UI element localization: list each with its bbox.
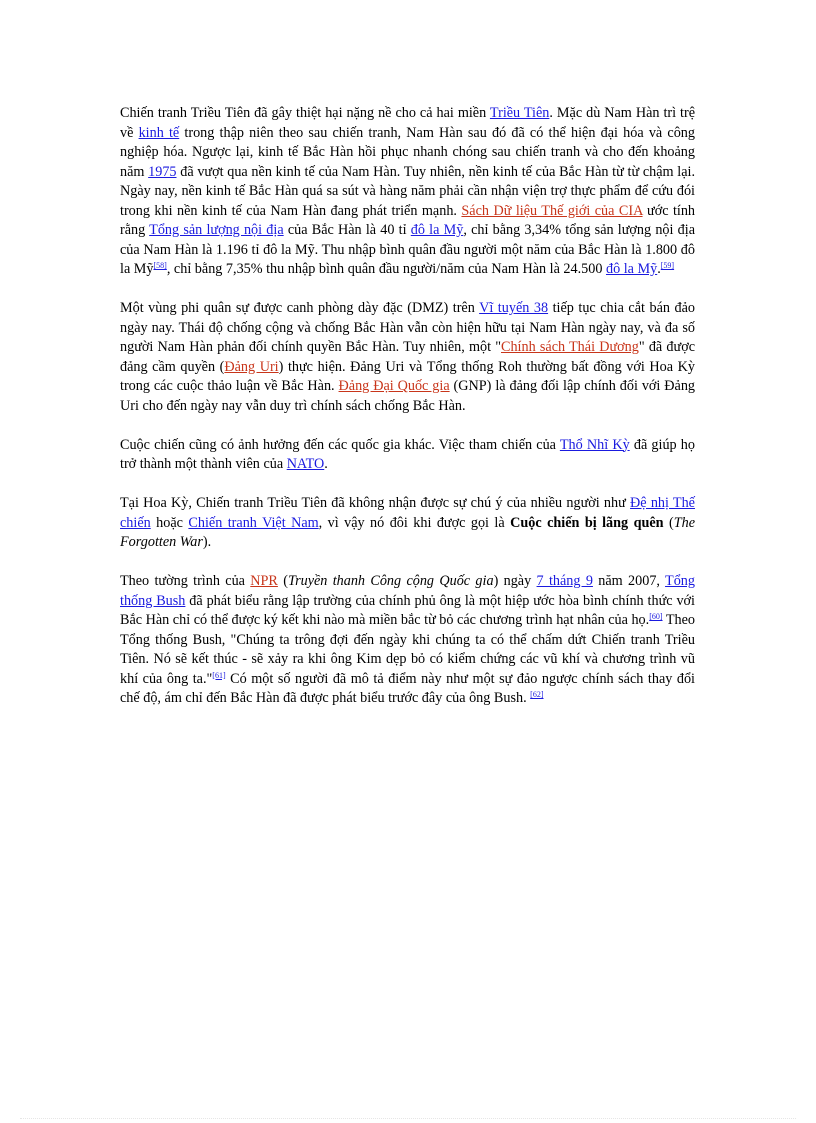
text-run: , vì vậy nó đôi khi được gọi là	[318, 514, 511, 531]
text-run: ước tính rằng	[120, 202, 696, 238]
text-run: .	[657, 261, 661, 277]
text-run: " đã được đảng cầm quyền (	[120, 339, 695, 375]
text-run: hoặc	[150, 514, 189, 531]
link-do-la-my[interactable]: đô la Mỹ	[410, 222, 464, 238]
link-de-nhi-the-chien[interactable]: Đệ nhị Thế chiến	[120, 495, 695, 531]
link-dang-uri[interactable]: Đảng Uri	[224, 358, 279, 375]
link-trieu-tien[interactable]: Triều Tiên	[489, 105, 550, 121]
text-run: ) thực hiện. Đảng Uri và Tổng thống Roh thường bất đồng với Hoa Kỳ trong các cuộc thảo luận về Bắc Hàn.	[120, 358, 695, 394]
paragraph-forgotten-war	[120, 494, 695, 553]
text-run: trong thập niên theo sau chiến tranh, Nam Hàn sau đó đã có thể hiện đại hóa và công nghiệp hóa. Ngược lại, kinh tế Bắc Hàn hồi phục nhanh chóng sau chiến tranh và cho đến khoảng năm	[120, 124, 695, 180]
text-run: Cuộc chiến cũng có ảnh hưởng đến các quốc gia khác. Việc tham chiến của	[120, 436, 560, 453]
text-run: của Bắc Hàn là 40 tỉ	[283, 222, 411, 238]
link-chien-tranh-viet-nam[interactable]: Chiến tranh Việt Nam	[188, 514, 319, 531]
paragraph-other-nations	[120, 436, 695, 475]
text-run: tiếp tục chia cắt bán đảo ngày nay. Thái độ chống cộng và chống Bắc Hàn vẫn còn hiện hữu tại Nam Hàn ngày nay, và đa số người Nam Hàn phản đối chính quyền Bắc Hàn. Tuy nhiên, một "	[120, 300, 695, 355]
italic-term: The Forgotten War	[120, 514, 695, 550]
link-nato[interactable]: NATO	[286, 456, 325, 472]
text-run: ).	[202, 534, 212, 550]
paragraph-dmz	[120, 299, 695, 416]
paragraph-npr	[120, 572, 695, 709]
text-run: Tại Hoa Kỳ, Chiến tranh Triều Tiên đã không nhận được sự chú ý của nhiều người như	[120, 495, 631, 511]
link-tong-san-luong-noi-dia[interactable]: Tổng sản lượng nội địa	[149, 222, 284, 238]
citation-61[interactable]: [61]	[212, 670, 226, 680]
text-run: (	[663, 514, 674, 531]
text-run: Một vùng phi quân sự được canh phòng dày đặc (DMZ) trên	[120, 300, 480, 316]
text-run: Theo Tổng thống Bush, "Chúng ta trông đợi đến ngày khi chúng ta có thể chấm dứt Chiến tranh Triều Tiên. Nó sẽ kết thúc - sẽ xảy ra khi ông Kim dẹp bỏ có kiểm chứng các vũ khí và chương trình vũ khí của ông ta."	[120, 612, 695, 687]
link-cia-world-factbook[interactable]: Sách Dữ liệu Thế giới của CIA	[461, 202, 643, 219]
link-tong-thong-bush[interactable]: Tổng thống Bush	[120, 573, 695, 609]
link-kinh-te[interactable]: kinh tế	[138, 124, 180, 141]
text-run: đã giúp họ trở thành một thành viên của	[120, 436, 695, 472]
text-run: .	[324, 456, 328, 472]
text-run: Có một số người đã mô tả điểm này như một sự đảo ngược chính sách thay đổi chế độ, ám chỉ đến Bắc Hàn đã được phát biểu trước đây của ông Bush.	[120, 670, 695, 706]
citation-58[interactable]: [58]	[153, 261, 167, 270]
citation-59[interactable]: [59]	[660, 261, 675, 270]
text-run: năm 2007,	[592, 573, 666, 589]
italic-term: Truyền thanh Công cộng Quốc gia	[287, 573, 494, 589]
link-do-la-my-2[interactable]: đô la Mỹ	[605, 261, 658, 277]
link-dang-dai-quoc-gia[interactable]: Đảng Đại Quốc gia	[338, 378, 450, 394]
text-run: , chỉ bằng 7,35% thu nhập bình quân đầu người/năm của Nam Hàn là 24.500	[166, 261, 606, 277]
text-run: đã phát biểu rằng lập trường của chính phủ ông là một hiệp ước hòa bình chính thức với Bắc Hàn chỉ có thể được ký kết khi nào mà miền bắc từ bỏ các chương trình hạt nhân của họ.	[120, 592, 695, 628]
citation-62[interactable]: [62]	[530, 690, 544, 699]
text-run: , chỉ bằng 3,34% tổng sản lượng nội địa của Nam Hàn là 1.196 tỉ đô la Mỹ. Thu nhập bình quân đầu người một năm của Bắc Hàn là 1.800 đô la Mỹ	[120, 222, 695, 277]
link-npr[interactable]: NPR	[250, 573, 278, 589]
text-run: . Mặc dù Nam Hàn trì trệ về	[120, 105, 695, 141]
text-run: (GNP) là đảng đối lập chính đối với Đảng Uri cho đến ngày nay vẫn duy trì chính sách chống Bắc Hàn.	[120, 378, 696, 414]
link-chinh-sach-thai-duong[interactable]: Chính sách Thái Dương	[501, 339, 639, 355]
page-bottom-divider	[20, 1118, 796, 1119]
bold-term: Cuộc chiến bị lãng quên	[510, 514, 664, 531]
link-7-thang-9[interactable]: 7 tháng 9	[536, 573, 593, 589]
citation-60[interactable]: [60]	[649, 612, 663, 621]
text-run: ) ngày	[493, 573, 537, 589]
text-run: Theo tường trình của	[120, 573, 251, 589]
text-run: đã vượt qua nền kinh tế của Nam Hàn. Tuy nhiên, nền kinh tế của Bắc Hàn từ từ chậm lại. Ngày nay, nền kinh tế Bắc Hàn quá sa sút và hàng năm phải cần nhận viện trợ thực phẩm để cứu đói trong khi nền kinh tế của Nam Hàn đang phát triển mạnh.	[120, 163, 695, 219]
article-body	[120, 104, 695, 728]
text-run: (	[277, 573, 288, 589]
link-vi-tuyen-38[interactable]: Vĩ tuyến 38	[479, 300, 549, 316]
paragraph-economy	[120, 104, 695, 280]
link-1975[interactable]: 1975	[148, 163, 177, 180]
text-run: Chiến tranh Triều Tiên đã gây thiệt hại nặng nề cho cả hai miền	[120, 105, 490, 121]
link-tho-nhi-ky[interactable]: Thổ Nhĩ Kỳ	[559, 436, 630, 453]
